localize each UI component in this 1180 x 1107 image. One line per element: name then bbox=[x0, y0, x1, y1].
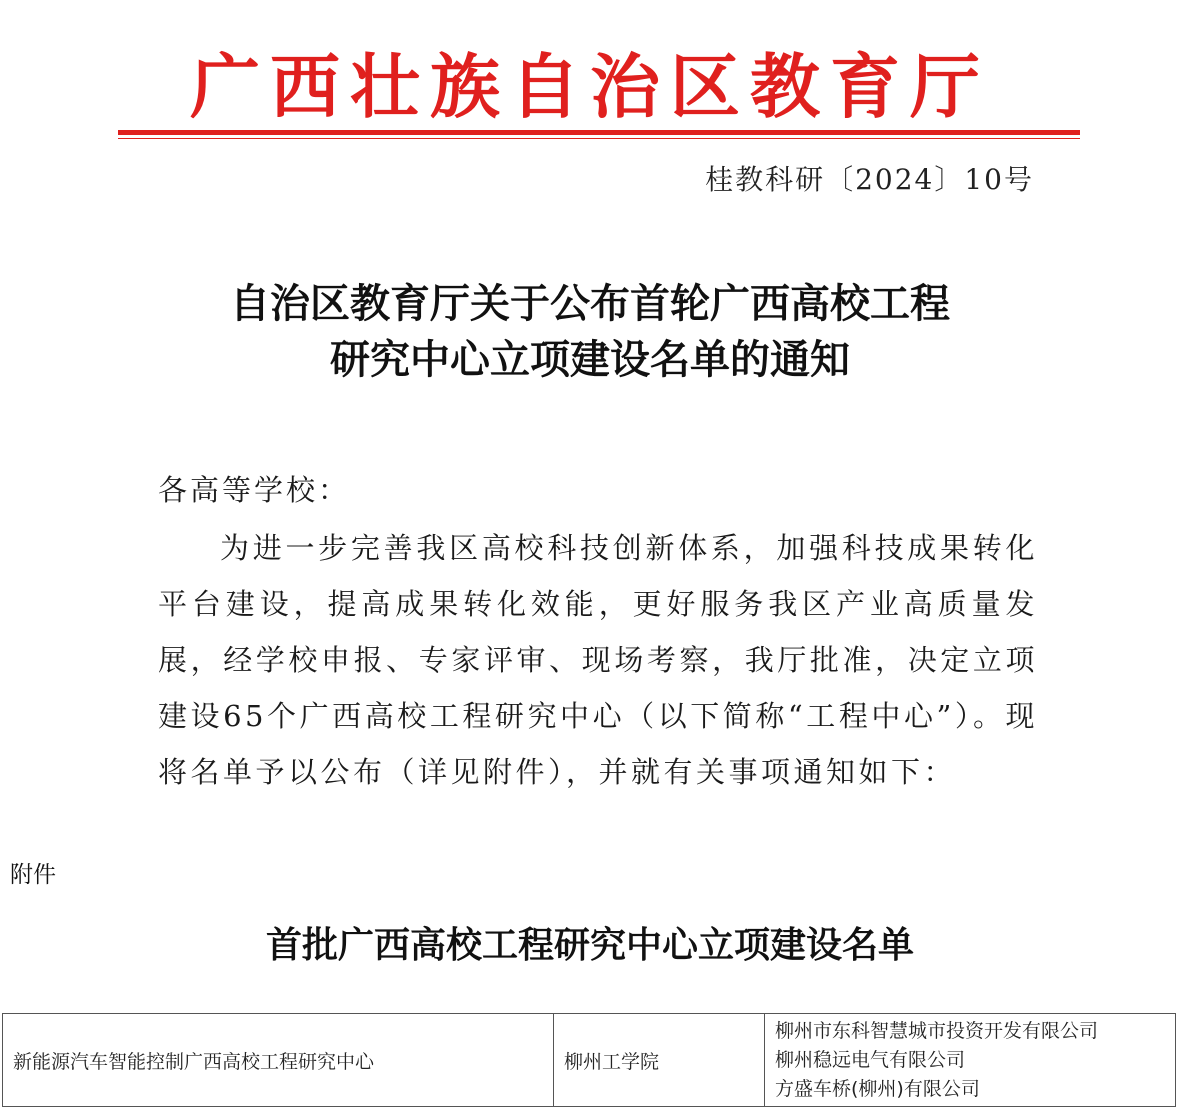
notice-title-line-1: 自治区教育厅关于公布首轮广西高校工程 bbox=[230, 281, 950, 327]
partners-cell bbox=[765, 1014, 1176, 1107]
masthead: 广西壮族自治区教育厅 bbox=[190, 46, 990, 128]
list-title: 首批广西高校工程研究中心立项建设名单 bbox=[265, 925, 914, 966]
salutation: 各高等学校： bbox=[158, 473, 351, 507]
center-name-cell: 新能源汽车智能控制广西高校工程研究中心 bbox=[3, 1014, 554, 1107]
school-cell: 柳州工学院 bbox=[554, 1014, 765, 1107]
notice-title-line-2: 研究中心立项建设名单的通知 bbox=[330, 337, 850, 383]
partner-item: 柳州稳远电气有限公司 bbox=[775, 1048, 966, 1071]
centers-table bbox=[2, 1013, 1176, 1107]
body-paragraph: 为进一步完善我区高校科技创新体系，加强科技成果转化平台建设，提高成果转化效能，更好服务我区产业高质量发展，经学校申报、专家评审、现场考察，我厅批准，决定立项建设65个广西高校工程研究中心（以下简称“工程中心”）。现将名单予以公布（详见附件），并就有关事项通知如下： bbox=[158, 531, 1038, 789]
document-number: 桂教科研〔2024〕10号 bbox=[705, 163, 1034, 196]
attachment-label: 附件 bbox=[10, 862, 56, 888]
notice-title bbox=[0, 276, 1180, 388]
partner-item: 柳州市东科智慧城市投资开发有限公司 bbox=[775, 1019, 1099, 1042]
red-rule-thin bbox=[118, 138, 1080, 139]
partner-item: 方盛车桥(柳州)有限公司 bbox=[775, 1077, 980, 1100]
table-row bbox=[3, 1014, 1176, 1107]
red-rule-thick bbox=[118, 130, 1080, 135]
